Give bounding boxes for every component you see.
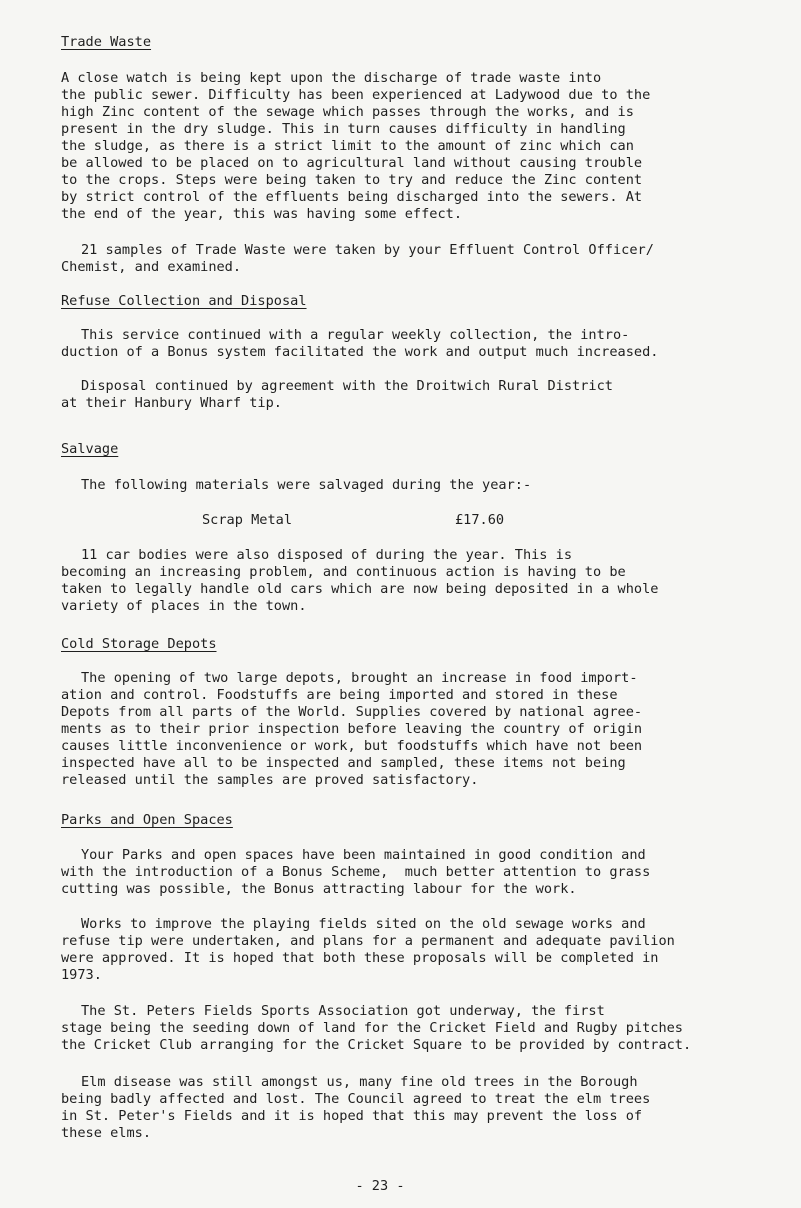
salvage-item-label: Scrap Metal <box>202 512 293 528</box>
text-line: Your Parks and open spaces have been maintained in good condition and <box>81 847 646 863</box>
paragraph-trade-waste-1 <box>61 70 791 223</box>
text-line: to the crops. Steps were being taken to try and reduce the Zinc content <box>61 172 643 188</box>
heading-refuse: Refuse Collection and Disposal <box>61 293 307 309</box>
text-line: 11 car bodies were also disposed of during the year. This is <box>81 547 573 563</box>
text-line: in St. Peter's Fields and it is hoped that this may prevent the loss of <box>61 1108 643 1124</box>
page-number: - 23 - <box>355 1178 405 1194</box>
heading-parks: Parks and Open Spaces <box>61 812 233 828</box>
text-line: these elms. <box>61 1125 152 1141</box>
text-line: Chemist, and examined. <box>61 259 242 275</box>
text-line: The following materials were salvaged during the year:- <box>81 477 532 493</box>
text-line: taken to legally handle old cars which are now being deposited in a whole <box>61 581 659 597</box>
text-line: the end of the year, this was having some effect. <box>61 206 463 222</box>
text-line: This service continued with a regular weekly collection, the intro- <box>81 327 630 343</box>
text-line: The St. Peters Fields Sports Association got underway, the first <box>81 1003 605 1019</box>
text-line: cutting was possible, the Bonus attracting labour for the work. <box>61 881 577 897</box>
text-line: by strict control of the effluents being discharged into the sewers. At <box>61 189 643 205</box>
text-line: refuse tip were undertaken, and plans for a permanent and adequate pavilion <box>61 933 675 949</box>
text-line: present in the dry sludge. This in turn causes difficulty in handling <box>61 121 626 137</box>
text-line: ments as to their prior inspection before leaving the country of origin <box>61 721 643 737</box>
text-line: released until the samples are proved satisfactory. <box>61 772 479 788</box>
text-line: A close watch is being kept upon the discharge of trade waste into <box>61 70 602 86</box>
paragraph-salvage <box>61 547 791 615</box>
paragraph-parks-1 <box>61 847 791 898</box>
text-line: 21 samples of Trade Waste were taken by your Effluent Control Officer/ <box>81 242 654 258</box>
text-line: stage being the seeding down of land for the Cricket Field and Rugby pitches <box>61 1020 683 1036</box>
text-line: the public sewer. Difficulty has been experienced at Ladywood due to the <box>61 87 651 103</box>
text-line: Works to improve the playing fields sited on the old sewage works and <box>81 916 646 932</box>
heading-cold-storage: Cold Storage Depots <box>61 636 217 652</box>
text-line: Depots from all parts of the World. Supplies covered by national agree- <box>61 704 643 720</box>
text-line: inspected have all to be inspected and sampled, these items not being <box>61 755 626 771</box>
salvage-intro <box>61 477 791 494</box>
text-line: variety of places in the town. <box>61 598 307 614</box>
text-line: were approved. It is hoped that both these proposals will be completed in <box>61 950 659 966</box>
text-line: the sludge, as there is a strict limit to the amount of zinc which can <box>61 138 634 154</box>
paragraph-parks-3 <box>61 1003 791 1054</box>
text-line: causes little inconvenience or work, but foodstuffs which have not been <box>61 738 643 754</box>
heading-salvage: Salvage <box>61 441 119 457</box>
paragraph-parks-4 <box>61 1074 791 1142</box>
paragraph-trade-waste-2 <box>61 242 791 276</box>
text-line: being badly affected and lost. The Council agreed to treat the elm trees <box>61 1091 651 1107</box>
text-line: ation and control. Foodstuffs are being imported and stored in these <box>61 687 618 703</box>
paragraph-parks-2 <box>61 916 791 984</box>
heading-trade-waste: Trade Waste <box>61 34 152 50</box>
text-line: Elm disease was still amongst us, many fine old trees in the Borough <box>81 1074 638 1090</box>
salvage-item-value: £17.60 <box>455 512 505 528</box>
text-line: 1973. <box>61 967 102 983</box>
text-line: Disposal continued by agreement with the Droitwich Rural District <box>81 378 613 394</box>
text-line: the Cricket Club arranging for the Cricket Square to be provided by contract. <box>61 1037 692 1053</box>
text-line: duction of a Bonus system facilitated the work and output much increased. <box>61 344 659 360</box>
text-line: becoming an increasing problem, and continuous action is having to be <box>61 564 626 580</box>
text-line: The opening of two large depots, brought an increase in food import- <box>81 670 638 686</box>
text-line: with the introduction of a Bonus Scheme, much better attention to grass <box>61 864 651 880</box>
text-line: high Zinc content of the sewage which passes through the works, and is <box>61 104 634 120</box>
paragraph-refuse-1 <box>61 327 791 361</box>
paragraph-cold-storage <box>61 670 791 789</box>
text-line: be allowed to be placed on to agricultural land without causing trouble <box>61 155 643 171</box>
text-line: at their Hanbury Wharf tip. <box>61 395 282 411</box>
paragraph-refuse-2 <box>61 378 791 412</box>
